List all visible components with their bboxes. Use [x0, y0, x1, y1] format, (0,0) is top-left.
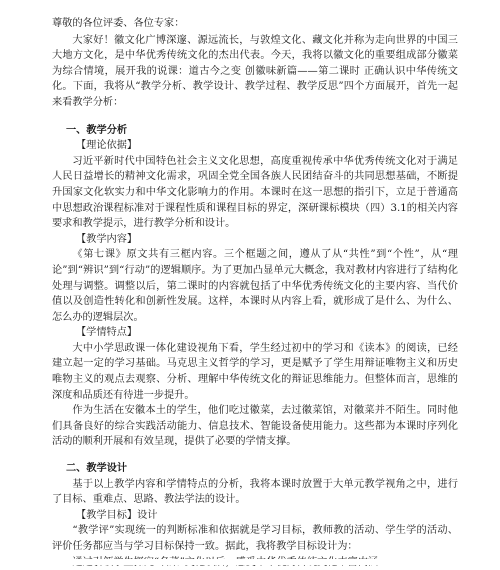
intro-paragraph: 大家好！徽文化广博深邃、源远流长，与敦煌文化、藏文化并称为走向世界的中国三大地方文化，是中华优秀传统文化的杰出代表。今天，我将以徽文化的重要组成部分徽菜为综合情境，展开我的说课：道古今之变 创徽味新篇——第二课时 正确认识中华传统文化。下面，我将从“教学分析、教学设计、教学过程、教学反思”四个方面展开，首先一起来看教学分析： [52, 34, 458, 108]
tag-teaching-goals: 【教学目标】设计 [76, 509, 158, 521]
section-heading-analysis: 一、教学分析 [66, 123, 128, 136]
tag-student-situation: 【学情特点】 [76, 327, 138, 339]
section-heading-design: 二、教学设计 [66, 462, 128, 475]
greeting: 尊敬的各位评委、各位专家： [52, 18, 185, 29]
paragraph-situation-2: 作为生活在安徽本土的学生，他们吃过徽菜，去过徽菜馆，对徽菜并不陌生。同时他们具备良好的综合实践活动能力、信息技术、智能设备使用能力。这些都为本课时序列化活动的顺利开展和有效呈现，提供了必要的学情支撑。 [52, 405, 458, 448]
tag-theory-basis: 【理论依据】 [76, 140, 138, 152]
tag-teaching-content: 【教学内容】 [76, 233, 138, 245]
paragraph-theory: 习近平新时代中国特色社会主义文化思想，高度重视传承中华优秀传统文化对于满足人民日益增长的精神文化需求，巩固全党全国各族人民团结奋斗的共同思想基础，不断提升国家文化软实力和中华文化影响力的作用。本课时在这一思想的指引下，立足于普通高中思想政治课程标准对于课程性质和课程目标的界定，深研课标模块（四）3.1的相关内容要求和教学提示，进行教学分析和设计。 [52, 155, 458, 230]
paragraph-goals: “教学评”实现统一的判断标准和依据就是学习目标，教师教的活动、学生学的活动、评价任务都应当与学习目标保持一致。据此，我将教学目标设计为： [52, 525, 458, 552]
page-bottom-edge [0, 559, 500, 565]
paragraph-design-intro: 基于以上教学内容和学情特点的分析，我将本课时放置于大单元教学视角之中，进行了目标、重难点、思路、教法学法的设计。 [52, 478, 458, 506]
paragraph-content: 《第七课》原文共有三框内容。三个框题之间，遵从了从“共性”到“个性”，从“理论”到“辨识”到“行动”的逻辑顺序。为了更加凸显单元大概念，我对教材内容进行了结构化处理与调整。调整以后，第二课时的内容就包括了中华优秀传统文化的主要内容、当代价值以及创造性转化和创新性发展。这样，本课时从内容上看，就形成了是什么、为什么、怎么办的逻辑层次。 [52, 249, 458, 323]
paragraph-situation-1: 大中小学思政课一体化建设视角下看，学生经过初中的学习和《读本》的阅读，已经建立起一定的学习基础。马克思主义哲学的学习，更是赋予了学生用辩证唯物主义和历史唯物主义的观点去观察、分析、理解中华传统文化的辩证思维能力。但整体而言，思维的深度和品质还有待进一步提升。 [52, 342, 458, 401]
